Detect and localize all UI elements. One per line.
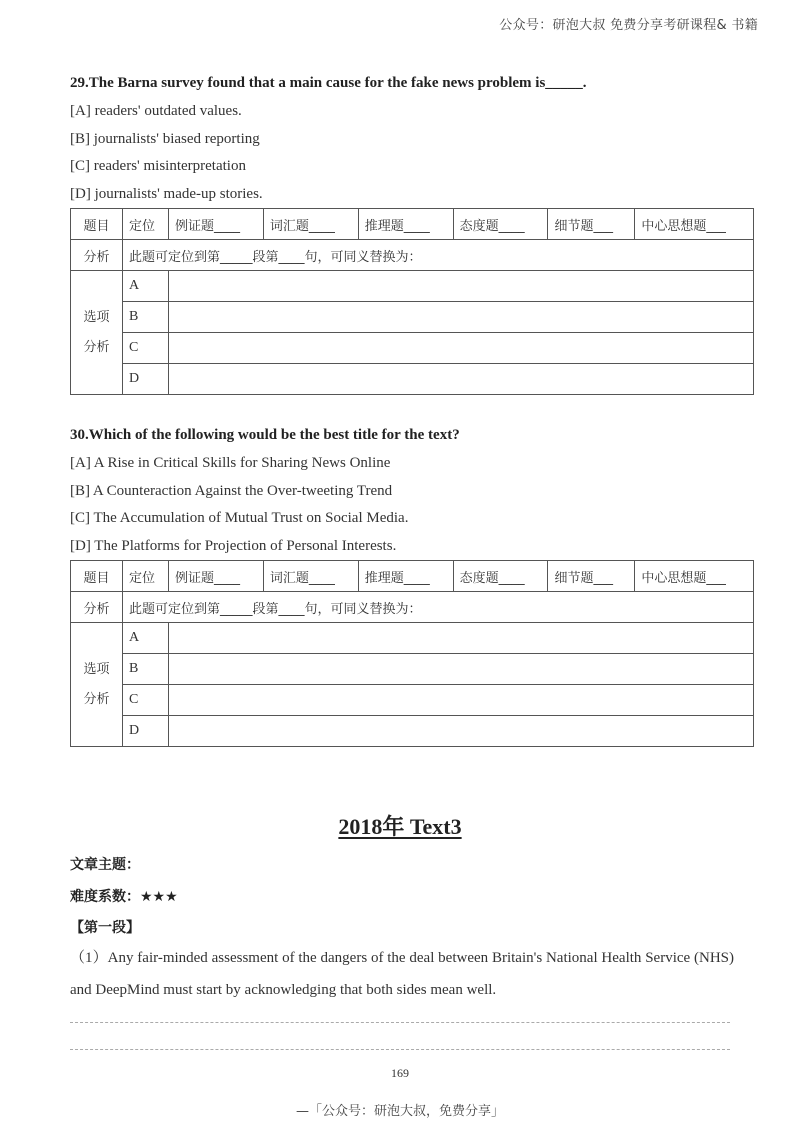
category-vocab: 词汇题____ xyxy=(263,561,358,592)
table-row xyxy=(71,685,754,716)
options-analysis-label xyxy=(71,271,123,395)
option-letter-c: C xyxy=(123,333,169,364)
question-30 xyxy=(70,424,730,747)
dashed-line xyxy=(70,1049,730,1050)
category-detail: 细节题___ xyxy=(548,209,635,240)
option-analysis-cell xyxy=(169,654,754,685)
table-row xyxy=(71,592,754,623)
category-detail: 细节题___ xyxy=(548,561,635,592)
header-watermark: 公众号：研泡大叔 免费分享考研课程& 书籍 xyxy=(499,18,758,33)
question-30-option-d: [D] The Platforms for Projection of Personal Interests. xyxy=(70,537,397,554)
category-main-idea: 中心思想题___ xyxy=(635,561,754,592)
table-row xyxy=(71,716,754,747)
option-letter-c: C xyxy=(123,685,169,716)
category-inference: 推理题____ xyxy=(358,209,453,240)
section-title xyxy=(0,810,800,841)
option-letter-a: A xyxy=(123,623,169,654)
category-example: 例证题____ xyxy=(169,209,264,240)
option-analysis-cell xyxy=(169,271,754,302)
table-row xyxy=(71,364,754,395)
paragraph-text: （1）Any fair-minded assessment of the dangers of the deal between Britain's National Health Service (NHS) and DeepMind must start by acknowledging that both sides mean well. xyxy=(70,950,734,998)
question-29 xyxy=(70,72,730,395)
question-29-title: 29.The Barna survey found that a main cause for the fake news problem is_____. xyxy=(70,75,587,91)
category-attitude: 态度题____ xyxy=(453,561,548,592)
analysis-table-30 xyxy=(70,560,754,747)
locate-label: 定位 xyxy=(123,561,169,592)
table-row xyxy=(71,240,754,271)
row-label: 题目 xyxy=(71,561,123,592)
theme-label: 文章主题： xyxy=(70,857,140,873)
option-analysis-cell xyxy=(169,302,754,333)
section-title-text: 2018年 Text3 xyxy=(338,814,462,839)
table-row xyxy=(71,302,754,333)
question-30-option-a: [A] A Rise in Critical Skills for Sharing News Online xyxy=(70,455,391,471)
category-inference: 推理题____ xyxy=(358,561,453,592)
question-29-option-b: [B] journalists' biased reporting xyxy=(70,130,260,147)
options-label-1: 选项 xyxy=(83,309,110,325)
category-main-idea: 中心思想题___ xyxy=(635,209,754,240)
options-label-2: 分析 xyxy=(83,691,110,707)
table-row xyxy=(71,209,754,240)
option-letter-b: B xyxy=(123,302,169,333)
option-analysis-cell xyxy=(169,333,754,364)
table-row xyxy=(71,561,754,592)
option-analysis-cell xyxy=(169,364,754,395)
locate-label: 定位 xyxy=(123,209,169,240)
option-analysis-cell xyxy=(169,685,754,716)
row-label: 分析 xyxy=(71,240,123,271)
difficulty-label: 难度系数：★★★ xyxy=(70,889,178,905)
option-letter-a: A xyxy=(123,271,169,302)
row-label: 分析 xyxy=(71,592,123,623)
page-number: 169 xyxy=(391,1066,409,1080)
table-row xyxy=(71,623,754,654)
table-row xyxy=(71,271,754,302)
options-analysis-label xyxy=(71,623,123,747)
category-attitude: 态度题____ xyxy=(453,209,548,240)
category-example: 例证题____ xyxy=(169,561,264,592)
question-30-option-b: [B] A Counteraction Against the Over-tweeting Trend xyxy=(70,482,393,499)
question-29-option-d: [D] journalists' made-up stories. xyxy=(70,185,263,202)
table-row xyxy=(71,654,754,685)
table-row xyxy=(71,333,754,364)
option-analysis-cell xyxy=(169,716,754,747)
locate-sentence: 此题可定位到第_____段第____句，可同义替换为： xyxy=(123,240,754,271)
options-label-2: 分析 xyxy=(83,339,110,355)
question-29-option-a: [A] readers' outdated values. xyxy=(70,103,242,119)
question-30-option-c: [C] The Accumulation of Mutual Trust on Social Media. xyxy=(70,510,409,526)
dashed-line xyxy=(70,1022,730,1023)
question-30-title: 30.Which of the following would be the best title for the text? xyxy=(70,427,460,443)
paragraph-label: 【第一段】 xyxy=(70,920,140,936)
locate-sentence: 此题可定位到第_____段第____句，可同义替换为： xyxy=(123,592,754,623)
row-label: 题目 xyxy=(71,209,123,240)
question-29-option-c: [C] readers' misinterpretation xyxy=(70,158,246,174)
option-letter-d: D xyxy=(123,364,169,395)
options-label-1: 选项 xyxy=(83,661,110,677)
footer-watermark: —「公众号：研泡大叔，免费分享」 xyxy=(295,1104,504,1119)
option-analysis-cell xyxy=(169,623,754,654)
option-letter-d: D xyxy=(123,716,169,747)
analysis-table-29 xyxy=(70,208,754,395)
category-vocab: 词汇题____ xyxy=(263,209,358,240)
option-letter-b: B xyxy=(123,654,169,685)
